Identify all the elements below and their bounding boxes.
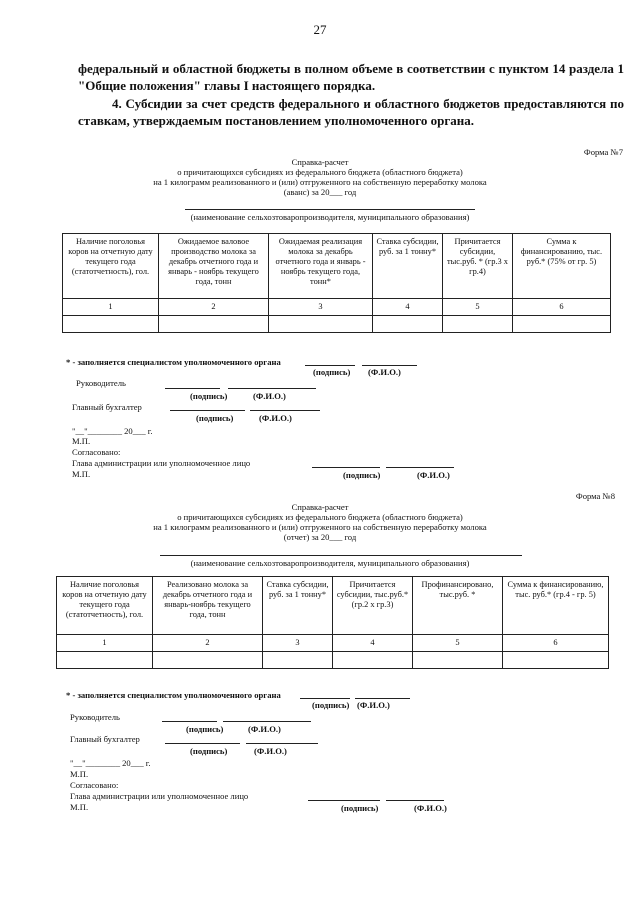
form7-head-sign-line (165, 388, 220, 389)
form8-admin-head-label: Глава администрации или уполномоченное лицо (70, 791, 249, 801)
form8-data-cell (153, 652, 263, 669)
form8-header-cell: Профинансировано, тыс.руб. * (413, 577, 503, 635)
form8-head-fio-line (223, 721, 311, 722)
form8-table (56, 576, 609, 669)
paragraph-continuation: федеральный и областной бюджеты в полном объеме в соответствии с пунктом 14 раздела 1 "Общие положения" главы I настоящего порядка. (78, 61, 624, 93)
form8-header-cell: Причитается субсидии, тыс.руб.* (гр.2 х гр.3) (333, 577, 413, 635)
form8-note-fio-caption: (Ф.И.О.) (357, 700, 390, 710)
form7-admin-fio-line (386, 467, 454, 468)
form8-data-cell (263, 652, 333, 669)
form7-accountant-label: Главный бухгалтер (72, 402, 142, 412)
form8-note-fio-line (355, 698, 410, 699)
form8-data-cell (503, 652, 609, 669)
form8-column-number: 5 (413, 635, 503, 652)
form8-title-line-3: на 1 килограмм реализованного и (или) отгруженного на собственную переработку молока (153, 522, 487, 532)
form7-data-cell (159, 316, 269, 333)
form7-title-line-2: о причитающихся субсидиях из федерального бюджета (областного бюджета) (177, 167, 463, 177)
form7-header-cell: Причитается субсидии, тыс.руб. * (гр.3 х гр.4) (443, 234, 513, 299)
form7-head-fio-caption: (Ф.И.О.) (253, 391, 286, 401)
form7-title-line-4: (аванс) за 20___ год (283, 187, 357, 197)
form7-org-caption: (наименование сельхозтоваропроизводителя, муниципального образования) (190, 212, 470, 222)
form8-head-sign-caption: (подпись) (186, 724, 224, 734)
form8-data-row (57, 652, 609, 669)
form8-header-cell: Сумма к финансированию, тыс. руб.* (гр.4 - гр. 5) (503, 577, 609, 635)
form8-admin-fio-line (386, 800, 444, 801)
form8-title: Справка-расчет (291, 502, 349, 512)
form7-stamp-mark-2: М.П. (72, 469, 91, 479)
form8-accountant-sign-caption: (подпись) (190, 746, 228, 756)
form8-date-line: "__"________ 20___ г. (70, 758, 151, 768)
form8-data-cell (333, 652, 413, 669)
form7-table (62, 233, 611, 333)
form7-note-fio-caption: (Ф.И.О.) (368, 367, 401, 377)
form7-data-cell (443, 316, 513, 333)
page-number: 27 (313, 22, 327, 37)
form7-accountant-sign-line (170, 410, 245, 411)
form7-admin-head-label: Глава администрации или уполномоченное лицо (72, 458, 251, 468)
form8-note-sign-caption: (подпись) (312, 700, 350, 710)
form8-accountant-label: Главный бухгалтер (70, 734, 140, 744)
form8-accountant-fio-line (246, 743, 318, 744)
form7-column-number: 1 (63, 299, 159, 316)
form8-label: Форма №8 (575, 491, 615, 501)
form8-column-number: 6 (503, 635, 609, 652)
form7-org-line (185, 209, 475, 210)
form7-data-cell (373, 316, 443, 333)
form8-column-number: 2 (153, 635, 263, 652)
form8-head-label: Руководитель (70, 712, 120, 722)
form8-header-row (57, 577, 609, 635)
form8-admin-sign-line (308, 800, 380, 801)
form8-agreed-label: Согласовано: (70, 780, 119, 790)
form7-column-number: 3 (269, 299, 373, 316)
form8-head-sign-line (162, 721, 217, 722)
form7-number-row (63, 299, 611, 316)
form8-header-cell: Реализовано молока за декабрь отчетного года и январь-ноябрь текущего года, тонн (153, 577, 263, 635)
form7-data-cell (513, 316, 611, 333)
form8-admin-fio-caption: (Ф.И.О.) (414, 803, 447, 813)
form7-admin-sign-caption: (подпись) (343, 470, 381, 480)
form7-header-row (63, 234, 611, 299)
form8-title-line-2: о причитающихся субсидиях из федерального бюджета (областного бюджета) (177, 512, 463, 522)
form8-head-fio-caption: (Ф.И.О.) (248, 724, 281, 734)
form7-accountant-sign-caption: (подпись) (196, 413, 234, 423)
form7-accountant-fio-caption: (Ф.И.О.) (259, 413, 292, 423)
form7-column-number: 5 (443, 299, 513, 316)
form7-header-cell: Сумма к финансированию, тыс. руб.* (75% от гр. 5) (513, 234, 611, 299)
form7-header-cell: Ожидаемое валовое производство молока за декабрь отчетного года и январь - ноябрь текущего года, тонн (159, 234, 269, 299)
form8-column-number: 3 (263, 635, 333, 652)
form7-note-sign-caption: (подпись) (313, 367, 351, 377)
form7-label: Форма №7 (583, 147, 623, 157)
form8-stamp-mark-2: М.П. (70, 802, 89, 812)
form7-note-sign-line (305, 365, 355, 366)
form8-note-sign-line (300, 698, 350, 699)
form8-note: * - заполняется специалистом уполномоченного органа (66, 690, 281, 700)
form7-note: * - заполняется специалистом уполномоченного органа (66, 357, 281, 367)
form7-head-fio-line (228, 388, 316, 389)
form7-data-row (63, 316, 611, 333)
form8-column-number: 1 (57, 635, 153, 652)
form7-head-label: Руководитель (76, 378, 126, 388)
form7-agreed-label: Согласовано: (72, 447, 121, 457)
form7-column-number: 2 (159, 299, 269, 316)
form8-admin-sign-caption: (подпись) (341, 803, 379, 813)
paragraph-subsidies: 4. Субсидии за счет средств федерального и областного бюджетов предоставляются по ставкам, утверждаемым постановлением уполномоченного органа. (78, 96, 624, 128)
form8-org-line (160, 555, 522, 556)
form7-title-line-3: на 1 килограмм реализованного и (или) отгруженного на собственную переработку молока (153, 177, 487, 187)
form7-column-number: 4 (373, 299, 443, 316)
form7-date-line: "__"________ 20___ г. (72, 426, 153, 436)
form8-accountant-sign-line (165, 743, 240, 744)
form8-header-cell: Ставка субсидии, руб. за 1 тонну* (263, 577, 333, 635)
form7-admin-sign-line (312, 467, 380, 468)
form7-header-cell: Ставка субсидии, руб. за 1 тонну* (373, 234, 443, 299)
form8-column-number: 4 (333, 635, 413, 652)
form7-stamp-mark: М.П. (72, 436, 91, 446)
form7-data-cell (269, 316, 373, 333)
form7-note-fio-line (362, 365, 417, 366)
form7-data-cell (63, 316, 159, 333)
form7-admin-fio-caption: (Ф.И.О.) (417, 470, 450, 480)
form8-data-cell (413, 652, 503, 669)
form8-title-line-4: (отчет) за 20___ год (283, 532, 357, 542)
form8-data-cell (57, 652, 153, 669)
form7-accountant-fio-line (250, 410, 320, 411)
form8-org-caption: (наименование сельхозтоваропроизводителя, муниципального образования) (190, 558, 470, 568)
form7-head-sign-caption: (подпись) (190, 391, 228, 401)
form8-stamp-mark: М.П. (70, 769, 89, 779)
form8-accountant-fio-caption: (Ф.И.О.) (254, 746, 287, 756)
form7-title: Справка-расчет (291, 157, 349, 167)
form7-header-cell: Ожидаемая реализация молока за декабрь отчетного года и январь - ноябрь текущего года, тонн* (269, 234, 373, 299)
form7-header-cell: Наличие поголовья коров на отчетную дату текущего года (статотчетность), гол. (63, 234, 159, 299)
form7-column-number: 6 (513, 299, 611, 316)
form8-number-row (57, 635, 609, 652)
form8-header-cell: Наличие поголовья коров на отчетную дату текущего года (статотчетность), гол. (57, 577, 153, 635)
